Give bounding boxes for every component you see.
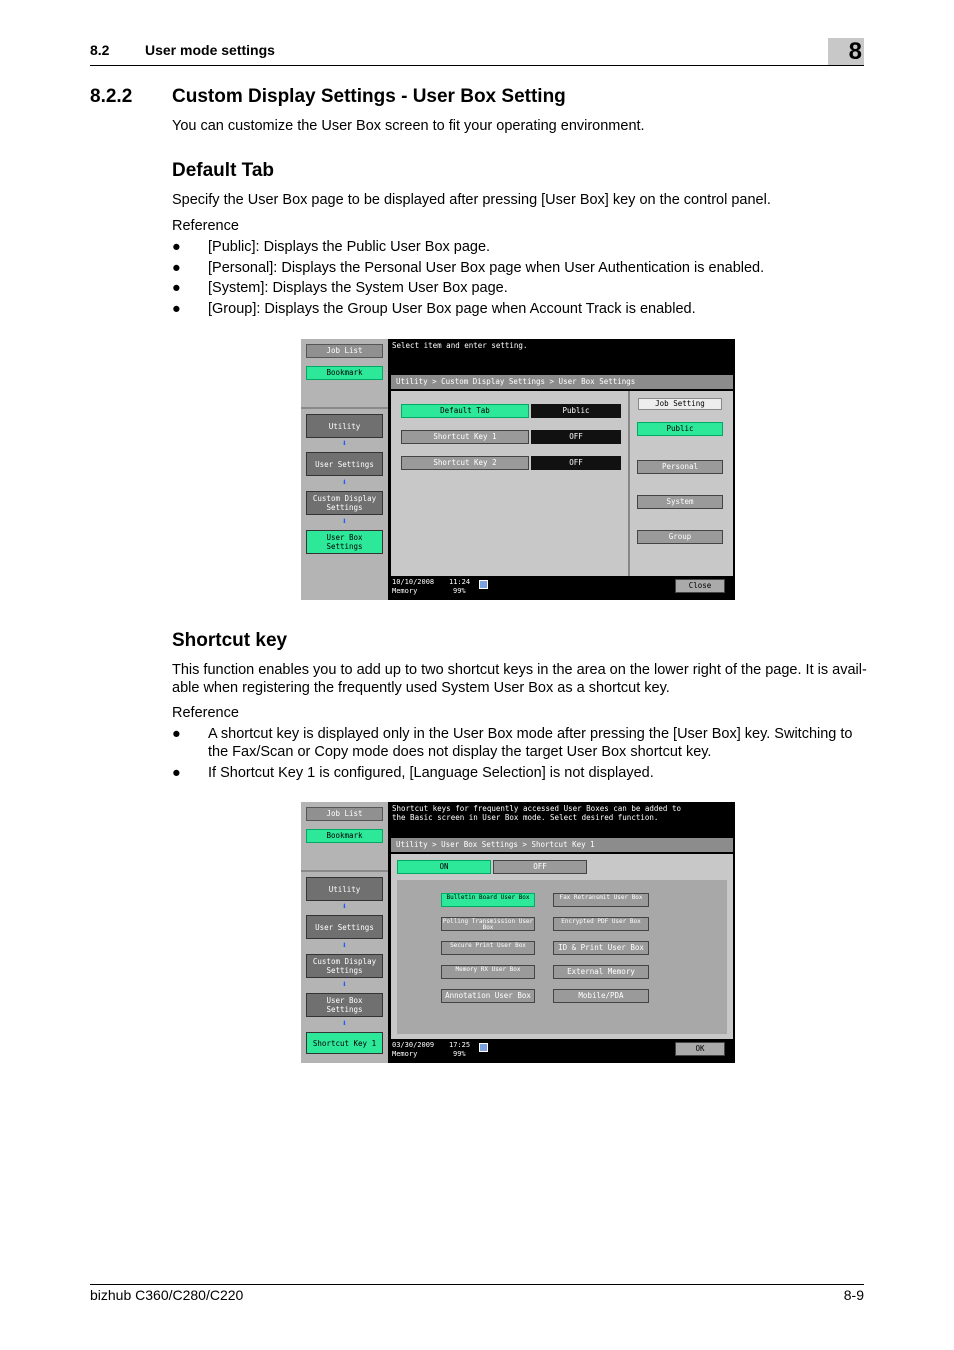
group-option[interactable]: Group xyxy=(637,530,723,544)
header-rule xyxy=(90,65,864,66)
heading-title: Custom Display Settings - User Box Setting xyxy=(172,86,566,107)
custom-display-step[interactable]: Custom Display Settings xyxy=(306,954,383,978)
user-settings-step[interactable]: User Settings xyxy=(306,915,383,939)
shortcut-key-text-line2: able when registering the frequently used System User Box as a shortcut key. xyxy=(172,680,670,696)
shortcut-key-bullet: If Shortcut Key 1 is configured, [Language Selection] is not displayed. xyxy=(208,765,654,781)
annotation-button[interactable]: Annotation User Box xyxy=(441,989,535,1003)
default-tab-bullet: [Group]: Displays the Group User Box page when Account Track is enabled. xyxy=(208,301,696,317)
arrow-down-icon: ⬇ xyxy=(341,980,348,990)
user-settings-step[interactable]: User Settings xyxy=(306,452,383,476)
bullet-symbol: ● xyxy=(172,726,181,742)
shortcut-key-text-line1: This function enables you to add up to two shortcut keys in the area on the lower right of the page. It is avail- xyxy=(172,662,867,678)
ok-button[interactable]: OK xyxy=(675,1042,725,1056)
chapter-number: 8 xyxy=(848,38,862,65)
shortcut-key-2-button[interactable]: Shortcut Key 2 xyxy=(401,456,529,470)
system-option[interactable]: System xyxy=(637,495,723,509)
bullet-symbol: ● xyxy=(172,260,181,276)
settings-area xyxy=(391,854,733,1039)
footer-page-number: 8-9 xyxy=(843,1287,864,1303)
memory-label: Memory xyxy=(392,1050,418,1058)
custom-display-step[interactable]: Custom Display Settings xyxy=(306,491,383,515)
polling-transmission-button[interactable]: Polling Transmission User Box xyxy=(442,918,534,931)
status-icon xyxy=(479,1043,488,1052)
memory-value: 99% xyxy=(453,1050,466,1058)
date-label: 03/30/2009 xyxy=(392,1041,435,1049)
shortcut-key-1-value: OFF xyxy=(531,430,621,444)
default-tab-bullet: [Public]: Displays the Public User Box page. xyxy=(208,239,491,255)
memory-label: Memory xyxy=(392,587,418,595)
default-tab-heading: Default Tab xyxy=(172,160,275,181)
content-divider xyxy=(628,391,630,576)
default-tab-value: Public xyxy=(531,404,621,418)
public-option[interactable]: Public xyxy=(637,422,723,436)
default-tab-button[interactable]: Default Tab xyxy=(401,404,529,418)
arrow-down-icon: ⬇ xyxy=(341,517,348,527)
footer-model: bizhub C360/C280/C220 xyxy=(90,1287,244,1303)
memory-value: 99% xyxy=(453,587,466,595)
bookmark-button[interactable]: Bookmark xyxy=(306,366,383,380)
default-tab-bullet: [System]: Displays the System User Box page. xyxy=(208,280,508,296)
arrow-down-icon: ⬇ xyxy=(341,478,348,488)
utility-step[interactable]: Utility xyxy=(306,414,383,438)
shortcut-key-1-step[interactable]: Shortcut Key 1 xyxy=(306,1032,383,1054)
shortcut-key-bullet: A shortcut key is displayed only in the User Box mode after pressing the [User Box] key. Switching to the Fax/Scan or Copy mode does not display the target User Box shortcut key. xyxy=(208,726,853,760)
sidebar-divider xyxy=(301,870,388,872)
screen-message: Select item and enter setting. xyxy=(392,341,528,350)
encrypted-pdf-button[interactable]: Encrypted PDF User Box xyxy=(553,917,649,931)
bullet-symbol: ● xyxy=(172,765,181,781)
user-box-settings-step[interactable]: User Box Settings xyxy=(306,530,383,554)
shortcut-key-reference: Reference xyxy=(172,705,239,721)
arrow-down-icon: ⬇ xyxy=(341,1019,348,1029)
user-box-settings-step[interactable]: User Box Settings xyxy=(306,993,383,1017)
screen-sidebar xyxy=(301,339,388,600)
toggle-off-button[interactable]: OFF xyxy=(493,860,587,874)
sidebar-divider xyxy=(301,407,388,409)
personal-option[interactable]: Personal xyxy=(637,460,723,474)
screen-breadcrumb: Utility > User Box Settings > Shortcut Key 1 xyxy=(391,838,733,852)
bullet-symbol: ● xyxy=(172,239,181,255)
id-print-button[interactable]: ID & Print User Box xyxy=(553,941,649,955)
time-label: 11:24 xyxy=(449,578,471,586)
job-list-button[interactable]: Job List xyxy=(306,807,383,821)
header-section-title: User mode settings xyxy=(145,42,275,58)
chapter-badge xyxy=(828,38,864,65)
bookmark-button[interactable]: Bookmark xyxy=(306,829,383,843)
shortcut-key-1-button[interactable]: Shortcut Key 1 xyxy=(401,430,529,444)
close-button[interactable]: Close xyxy=(675,579,725,593)
time-label: 17:25 xyxy=(449,1041,471,1049)
arrow-down-icon: ⬇ xyxy=(341,941,348,951)
default-tab-bullet: [Personal]: Displays the Personal User Box page when User Authentication is enabled. xyxy=(208,260,765,276)
screen-default-tab xyxy=(301,339,735,600)
footer-rule xyxy=(90,1284,864,1285)
screen-message-line2: the Basic screen in User Box mode. Select desired function. xyxy=(392,813,659,822)
date-label: 10/10/2008 xyxy=(392,578,435,586)
screen-breadcrumb: Utility > Custom Display Settings > User Box Settings xyxy=(391,375,733,389)
secure-print-button[interactable]: Secure Print User Box xyxy=(441,941,535,955)
heading-number: 8.2.2 xyxy=(90,86,133,107)
job-setting-label: Job Setting xyxy=(638,398,722,410)
external-memory-button[interactable]: External Memory xyxy=(553,965,649,979)
screen-sidebar xyxy=(301,802,388,1063)
fax-retransmit-button[interactable]: Fax Retransmit User Box xyxy=(553,893,649,907)
header-section-number: 8.2 xyxy=(90,42,110,58)
status-icon xyxy=(479,580,488,589)
arrow-down-icon: ⬇ xyxy=(341,439,348,449)
bullet-symbol: ● xyxy=(172,301,181,317)
bullet-symbol: ● xyxy=(172,280,181,296)
default-tab-reference: Reference xyxy=(172,218,239,234)
screen-message-line1: Shortcut keys for frequently accessed User Boxes can be added to xyxy=(392,804,681,813)
arrow-down-icon: ⬇ xyxy=(341,902,348,912)
intro-text: You can customize the User Box screen to fit your operating environment. xyxy=(172,118,645,134)
settings-area xyxy=(391,391,733,576)
toggle-on-button[interactable]: ON xyxy=(397,860,491,874)
mobile-pda-button[interactable]: Mobile/PDA xyxy=(553,989,649,1003)
screen-shortcut-key xyxy=(301,802,735,1063)
shortcut-key-2-value: OFF xyxy=(531,456,621,470)
utility-step[interactable]: Utility xyxy=(306,877,383,901)
shortcut-key-heading: Shortcut key xyxy=(172,630,288,651)
bulletin-board-button[interactable]: Bulletin Board User Box xyxy=(441,893,535,907)
job-list-button[interactable]: Job List xyxy=(306,344,383,358)
memory-rx-button[interactable]: Memory RX User Box xyxy=(441,965,535,979)
default-tab-text: Specify the User Box page to be displayed after pressing [User Box] key on the control panel. xyxy=(172,192,771,208)
